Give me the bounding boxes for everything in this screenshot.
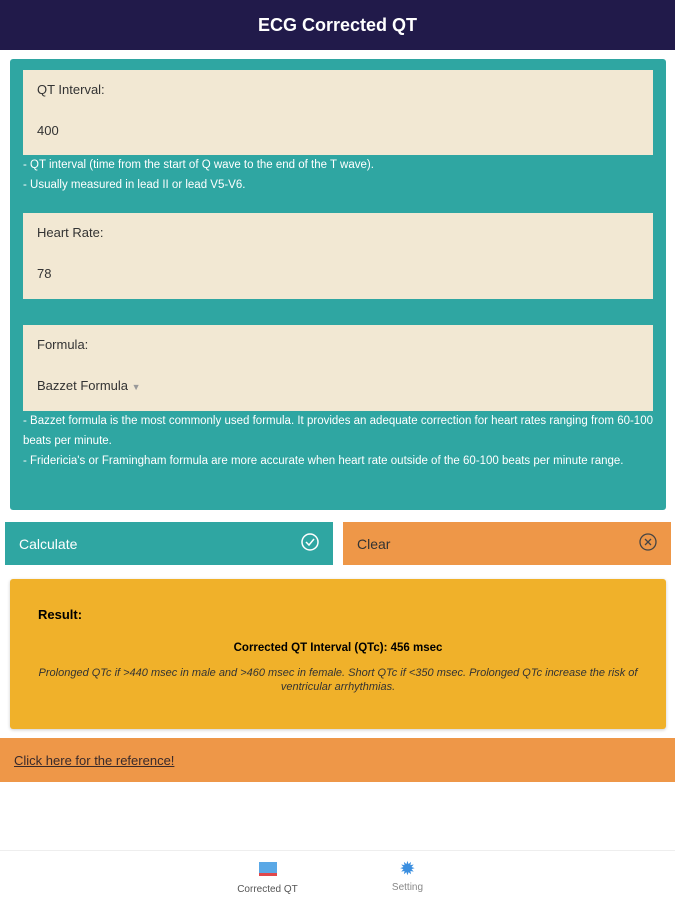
qt-note-2: - Usually measured in lead II or lead V5-V6.	[23, 179, 246, 191]
formula-select[interactable]	[37, 378, 639, 393]
clear-label: Clear	[357, 535, 391, 552]
heart-rate-field[interactable]	[23, 213, 653, 299]
clear-button[interactable]	[343, 522, 671, 565]
result-title: Result:	[38, 607, 83, 622]
qt-interval-input[interactable]: 400	[37, 123, 59, 138]
formula-value: Bazzet Formula	[37, 378, 129, 393]
result-card	[10, 579, 666, 729]
gear-icon: ✹	[399, 859, 416, 880]
formula-label: Formula:	[37, 337, 89, 352]
monitor-icon	[258, 861, 278, 881]
tab-label: Setting	[391, 882, 424, 893]
calculate-button[interactable]	[5, 522, 333, 565]
formula-field[interactable]	[23, 325, 653, 411]
tab-setting[interactable]	[368, 851, 448, 900]
qt-note-1: - QT interval (time from the start of Q wave to the end of the T wave).	[23, 159, 374, 171]
page-title: ECG Corrected QT	[257, 14, 418, 35]
caret-down-icon: ▼	[131, 382, 141, 392]
input-card	[10, 59, 666, 510]
tab-label: Corrected QT	[237, 884, 298, 895]
qt-interval-label: QT Interval:	[37, 82, 105, 97]
heart-rate-input[interactable]: 78	[37, 266, 52, 281]
check-circle-icon	[301, 533, 319, 554]
reference-link[interactable]: Click here for the reference!	[14, 752, 175, 768]
result-value: Corrected QT Interval (QTc): 456 msec	[233, 642, 443, 654]
qt-interval-field[interactable]	[23, 70, 653, 155]
close-circle-icon	[639, 533, 657, 554]
formula-note-2: - Fridericia's or Framingham formula are more accurate when heart rate outside of the 60-100 beats per minute range.	[23, 455, 624, 467]
calculate-label: Calculate	[19, 535, 78, 552]
tab-corrected-qt[interactable]	[228, 851, 308, 900]
heart-rate-label: Heart Rate:	[37, 225, 104, 240]
formula-note-1: - Bazzet formula is the most commonly used formula. It provides an adequate correction for heart rates ranging from 60-100 beats per minute.	[23, 415, 653, 447]
result-note: Prolonged QTc if >440 msec in male and >460 msec in female. Short QTc if <350 msec. Prolonged QTc increase the risk of ventricular arrhythmias.	[38, 667, 638, 693]
tab-bar	[0, 850, 675, 900]
reference-banner	[0, 738, 675, 782]
app-header	[0, 0, 675, 50]
